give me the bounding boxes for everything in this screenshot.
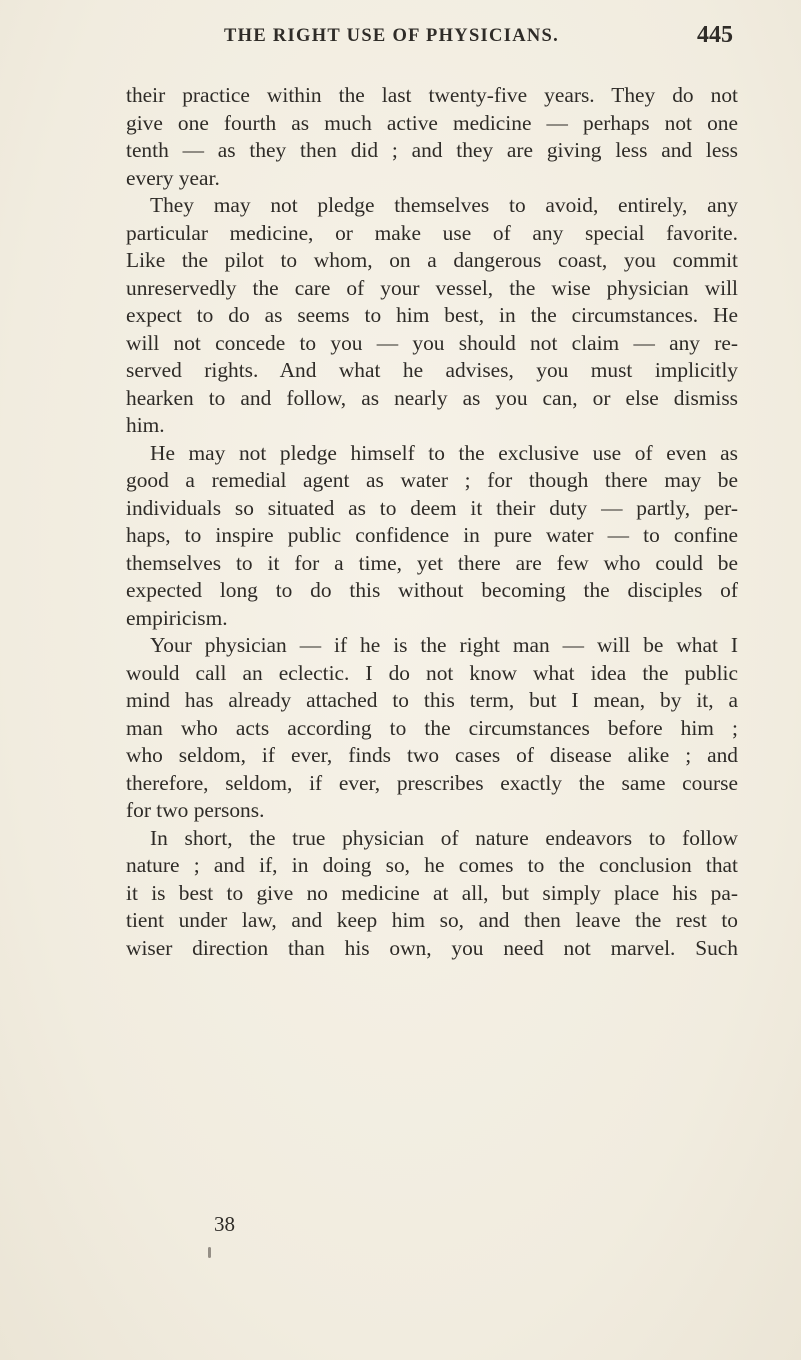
text-line: tenth — as they then did ; and they are giving less and less — [126, 138, 738, 162]
text-line: every year. — [126, 165, 220, 190]
body-text — [126, 82, 738, 962]
text-line: good a remedial agent as water ; for though there may be — [126, 468, 738, 492]
text-line: will not concede to you — you should not claim — any re- — [126, 330, 738, 355]
page-header — [0, 22, 801, 52]
text-line: would call an eclectic. I do not know what idea the public — [126, 660, 738, 685]
text-line: their practice within the last twenty-five years. They do not — [126, 83, 738, 107]
text-line: Like the pilot to whom, on a dangerous coast, you commit — [126, 248, 738, 272]
text-line: for two persons. — [126, 798, 265, 822]
text-line: In short, the true physician of nature endeavors to follow — [150, 825, 738, 850]
text-line: nature ; and if, in doing so, he comes to the conclusion that — [126, 853, 738, 877]
running-head: THE RIGHT USE OF PHYSICIANS. — [224, 26, 560, 46]
text-line: They may not pledge themselves to avoid, entirely, any — [150, 193, 738, 217]
text-line: haps, to inspire public confidence in pure water — to confine — [126, 523, 738, 547]
text-line: expected long to do this without becoming the disciples of — [126, 578, 738, 602]
text-line: it is best to give no medicine at all, but simply place his pa- — [126, 880, 738, 905]
text-line: empiricism. — [126, 605, 228, 630]
text-line: Your physician — if he is the right man — will be what I — [150, 633, 738, 657]
text-line: him. — [126, 413, 165, 437]
text-line: particular medicine, or make use of any special favorite. — [126, 220, 738, 245]
text-line: individuals so situated as to deem it their duty — partly, per- — [126, 495, 738, 520]
signature-mark: 38 — [214, 1212, 235, 1236]
text-line: man who acts according to the circumstances before him ; — [126, 715, 738, 740]
text-line: mind has already attached to this term, but I mean, by it, a — [126, 688, 738, 712]
text-line: give one fourth as much active medicine — perhaps not one — [126, 110, 738, 135]
text-line: who seldom, if ever, finds two cases of disease alike ; and — [126, 743, 738, 767]
ink-speck — [208, 1247, 211, 1258]
text-line: expect to do as seems to him best, in the circumstances. He — [126, 303, 738, 327]
text-line: therefore, seldom, if ever, prescribes exactly the same course — [126, 770, 738, 795]
text-line: served rights. And what he advises, you must implicitly — [126, 358, 738, 382]
text-line: unreservedly the care of your vessel, the wise physician will — [126, 275, 738, 300]
text-line: tient under law, and keep him so, and then leave the rest to — [126, 908, 738, 932]
text-line: themselves to it for a time, yet there are few who could be — [126, 550, 738, 575]
text-line: wiser direction than his own, you need not marvel. Such — [126, 935, 738, 960]
text-line: hearken to and follow, as nearly as you can, or else dismiss — [126, 385, 738, 410]
page-number: 445 — [697, 22, 733, 48]
text-line: He may not pledge himself to the exclusive use of even as — [150, 440, 738, 465]
